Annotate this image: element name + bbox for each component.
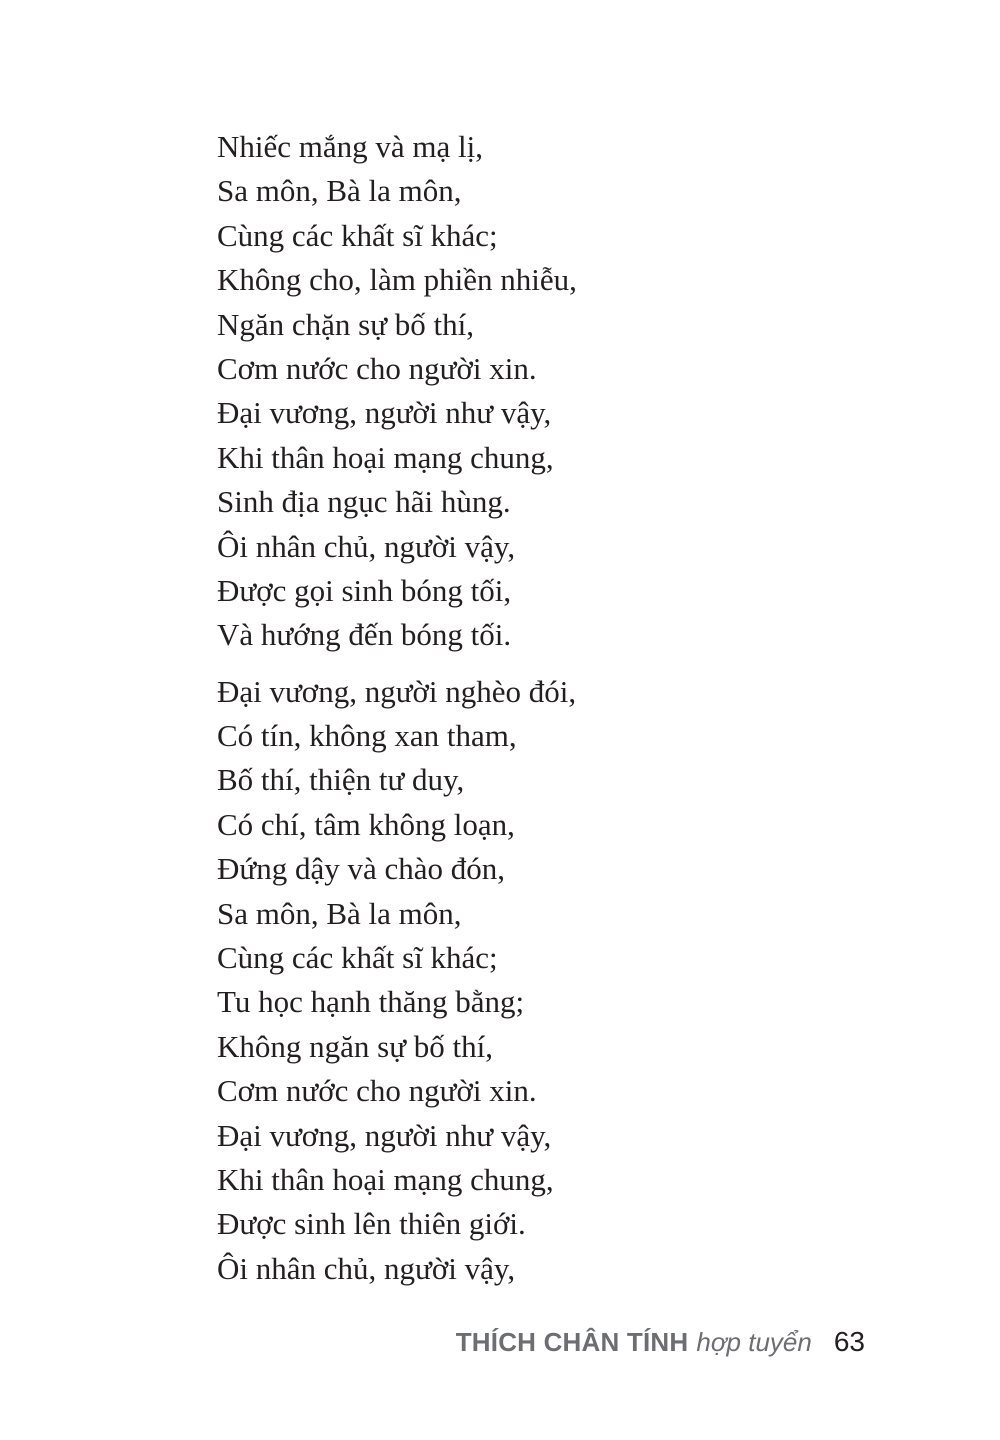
page-number: 63 (833, 1326, 865, 1357)
poem-line: Đứng dậy và chào đón, (217, 851, 505, 887)
poem-line: Khi thân hoại mạng chung, (217, 1161, 554, 1197)
poem-line: Cùng các khất sĩ khác; (217, 940, 498, 976)
stanza-1 (217, 125, 917, 658)
running-footer (456, 1326, 865, 1370)
poem-line: Ôi nhân chủ, người vậy, (217, 1250, 516, 1286)
poem-line: Sa môn, Bà la môn, (217, 895, 462, 931)
poem-line: Sinh địa ngục hãi hùng. (217, 484, 511, 520)
poem-line: Sa môn, Bà la môn, (217, 173, 462, 209)
poem-line: Không ngăn sự bố thí, (217, 1028, 493, 1064)
poem-line: Đại vương, người như vậy, (217, 1117, 552, 1153)
poem-line: Được gọi sinh bóng tối, (217, 572, 512, 608)
poem-line: Cơm nước cho người xin. (217, 1073, 537, 1109)
poem-line: Ngăn chặn sự bố thí, (217, 306, 475, 342)
footer-author: THÍCH CHÂN TÍNH (455, 1327, 689, 1357)
poem-line: Bố thí, thiện tư duy, (217, 762, 465, 798)
poem-line: Khi thân hoại mạng chung, (217, 439, 554, 475)
poem-line: Tu học hạnh thăng bằng; (217, 984, 525, 1020)
footer-book-subtitle: hợp tuyển (696, 1327, 812, 1357)
poem-line: Không cho, làm phiền nhiễu, (217, 262, 577, 298)
poem-line: Được sinh lên thiên giới. (217, 1206, 526, 1242)
poem-line: Nhiếc mắng và mạ lị, (217, 129, 483, 164)
poem-line: Cùng các khất sĩ khác; (217, 217, 498, 253)
poem-line: Ôi nhân chủ, người vậy, (217, 528, 516, 564)
poem-line: Đại vương, người nghèo đói, (217, 673, 577, 709)
poem-line: Và hướng đến bóng tối. (217, 617, 512, 653)
poem-line: Có chí, tâm không loạn, (217, 806, 515, 842)
stanza-2 (217, 670, 917, 1291)
poem-line: Có tín, không xan tham, (217, 718, 517, 754)
poem (217, 125, 917, 1291)
poem-line: Đại vương, người như vậy, (217, 395, 552, 431)
poem-line: Cơm nước cho người xin. (217, 350, 537, 386)
